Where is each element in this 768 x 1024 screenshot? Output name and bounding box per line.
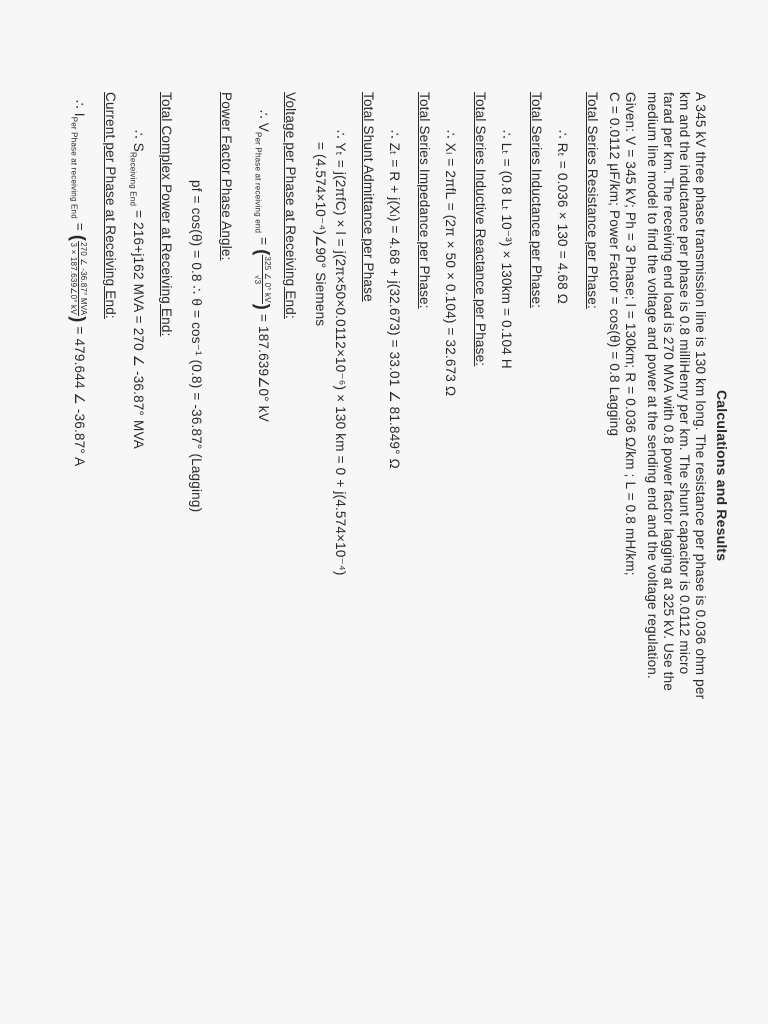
voltage-eqsign: = xyxy=(255,237,271,246)
pf-equation: pf = cos(θ) = 0.8 ∴ θ = cos⁻¹ (0.8) = -36.87° (Lagging) xyxy=(189,180,204,513)
voltage-denominator: √3 xyxy=(253,274,262,285)
reactance-heading: Total Series Inductive Reactance per Phase: xyxy=(473,92,488,367)
current-numerator: 270 ∠ -36.87° MVA xyxy=(79,242,88,316)
current-heading: Current per Phase at Receiving End: xyxy=(103,92,118,319)
current-eqsign: = xyxy=(71,222,87,231)
voltage-equation xyxy=(249,110,272,422)
voltage-heading: Voltage per Phase at Receiving End: xyxy=(283,92,298,319)
voltage-subscript: Per Phase at receiving end xyxy=(253,131,263,234)
current-lhs: ∴ I xyxy=(71,100,87,117)
impedance-heading: Total Series Impedance per Phase: xyxy=(417,92,432,309)
current-fraction xyxy=(69,241,88,316)
power-result: = 216+j162 MVA = 270 ∠ -36.87° MVA xyxy=(131,210,146,449)
impedance-equation: ∴ Zₜ = R + j(Xₗ) = 4.68 + j(32.673) = 33.01 ∠ 81.849° Ω xyxy=(387,130,402,469)
admittance-equation: ∴ Yₜ = j(2πfC) × l = j(2π×50×0.0112×10⁻⁶) × 130 km = 0 + j(4.574×10⁻⁴) xyxy=(333,130,348,576)
current-subscript: Per Phase at receiving End xyxy=(69,116,79,219)
resistance-equation: ∴ Rₜ = 0.036 × 130 = 4.68 Ω xyxy=(555,130,570,305)
resistance-heading: Total Series Resistance per Phase: xyxy=(585,92,600,309)
voltage-numerator: 325 ∠ 0° kV xyxy=(263,256,272,303)
admittance-result: = (4.574×10⁻⁴)∠90° Siemens xyxy=(313,142,328,327)
pf-heading: Power Factor Phase Angle: xyxy=(219,92,234,261)
power-subscript: Receiving End xyxy=(128,151,138,207)
close-paren: ) xyxy=(252,303,273,310)
power-lhs: ∴ S xyxy=(131,130,146,152)
close-paren: ) xyxy=(68,316,89,323)
voltage-fraction xyxy=(253,255,272,303)
voltage-result: = 187.639∠0° kV xyxy=(255,313,271,422)
problem-line-2: km and the inductance per phase is 0.8 milliHenry per km. The shunt capacitor is 0.0112 micro xyxy=(677,92,692,675)
power-equation xyxy=(124,130,146,449)
open-paren: ( xyxy=(252,249,273,256)
admittance-heading: Total Shunt Admittance per Phase xyxy=(361,92,376,302)
inductance-equation: ∴ Lₜ = (0.8 Lₜ 10⁻³) × 130km = 0.104 H xyxy=(499,130,514,369)
given-line-2: C = 0.0112 μF/km; Power Factor = cos(θ) = 0.8 Lagging xyxy=(607,92,622,437)
given-line-1: Given: V = 345 kV; Ph = 3 Phase; l = 130km; R = 0.036 Ω/km ; L = 0.8 mH/km; xyxy=(623,92,638,576)
page-title: Calculations and Results xyxy=(714,390,730,562)
current-denominator: 3 × 187.639∠0° kV xyxy=(69,242,78,315)
problem-line-4: medium line model to find the voltage and power at the sending end and the voltage regulation. xyxy=(645,92,660,679)
power-heading: Total Complex Power at Receiving End: xyxy=(159,92,174,337)
reactance-equation: ∴ Xₗ = 2πfL = (2π × 50 × 0.104) = 32.673 Ω xyxy=(443,130,458,397)
open-paren: ( xyxy=(68,234,89,242)
current-equation xyxy=(65,100,88,466)
inductance-heading: Total Series Inductance per Phase: xyxy=(529,92,544,309)
voltage-lhs: ∴ V xyxy=(255,110,271,132)
problem-line-1: A 345 kV three phase transmission line is 130 km long. The resistance per phase is 0.036 ohm per xyxy=(693,92,708,700)
current-result: = 479.644 ∠ -36.87° A xyxy=(71,326,87,467)
problem-line-3: farad per km. The receiving end load is 270 MVA with 0.8 power factor lagging at 325 kV. Use the xyxy=(661,92,676,692)
